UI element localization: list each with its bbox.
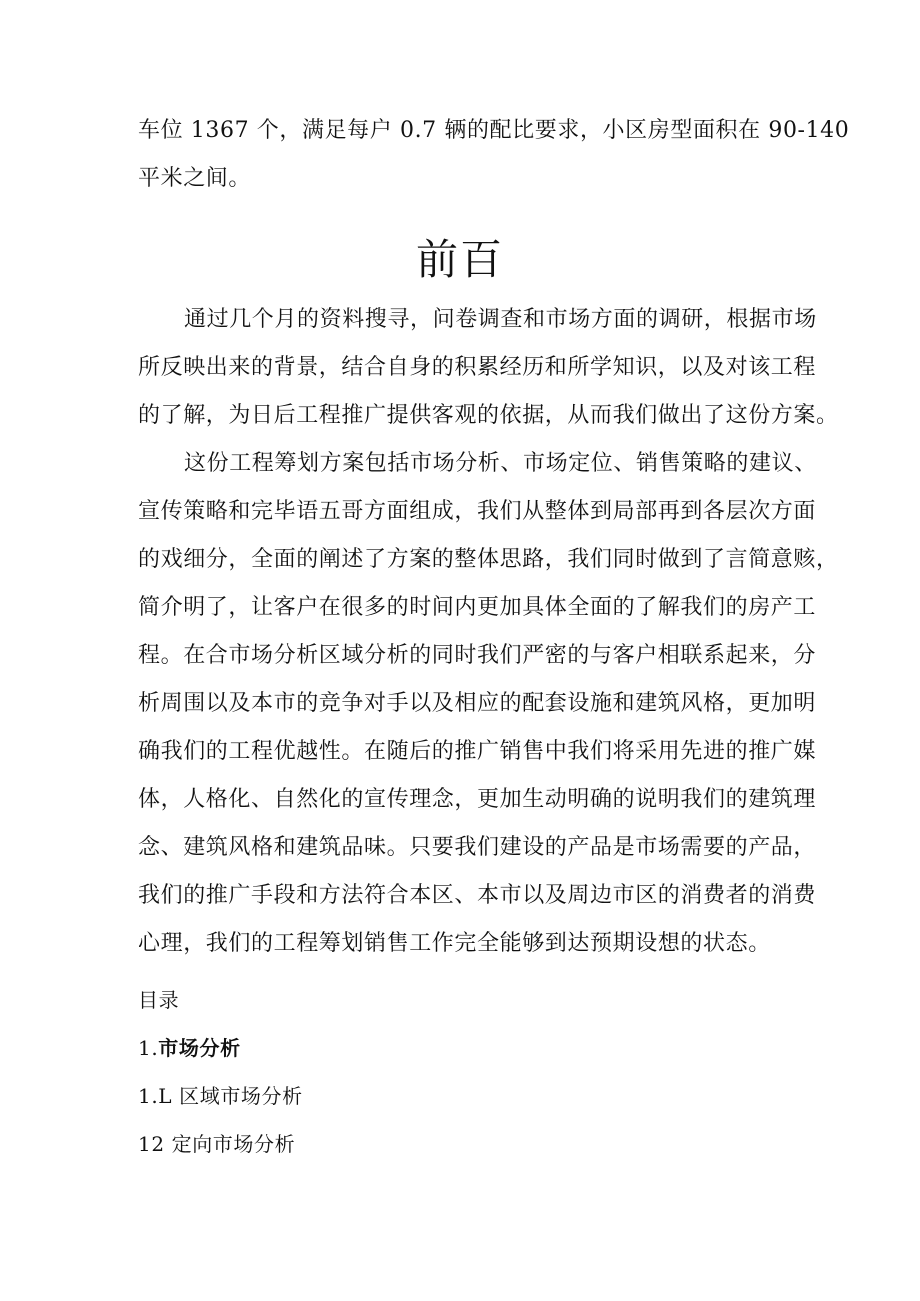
paragraph-2-line: 的戏细分，全面的阐述了方案的整体思路，我们同时做到了言简意赅， (138, 547, 839, 572)
paragraph-2-line: 程。在合市场分析区域分析的同时我们严密的与客户相联系起来，分 (138, 643, 817, 668)
paragraph-2-line: 心理，我们的工程筹划销售工作完全能够到达预期设想的状态。 (138, 931, 771, 956)
paragraph-2-line: 我们的推广手段和方法符合本区、本市以及周边市区的消费者的消费 (138, 883, 817, 908)
toc-item-1-label: 市场分析 (158, 1036, 241, 1060)
paragraph-2-line: 念、建筑风格和建筑品味。只要我们建设的产品是市场需要的产品， (138, 835, 817, 860)
toc-item-2: 1.L 区域市场分析 (138, 1084, 303, 1108)
toc-item-1-number: 1. (138, 1036, 159, 1060)
paragraph-1-line: 的了解，为日后工程推广提供客观的依据，从而我们做出了这份方案。 (138, 403, 839, 428)
paragraph-2-line: 体，人格化、自然化的宣传理念，更加生动明确的说明我们的建筑理 (138, 787, 817, 812)
paragraph-1-line: 所反映出来的背景，结合自身的积累经历和所学知识，以及对该工程 (138, 355, 817, 380)
paragraph-2-line: 宣传策略和完毕语五哥方面组成，我们从整体到局部再到各层次方面 (138, 499, 817, 524)
toc-item-3: 12 定向市场分析 (138, 1132, 296, 1156)
paragraph-2-line: 确我们的工程优越性。在随后的推广销售中我们将采用先进的推广媒 (138, 739, 817, 764)
section-heading: 前百 (415, 235, 504, 284)
toc-title: 目录 (138, 988, 180, 1012)
toc-item-1 (138, 1033, 241, 1063)
paragraph-2-line: 简介明了，让客户在很多的时间内更加具体全面的了解我们的房产工 (138, 595, 817, 620)
paragraph-2-line: 析周围以及本市的竞争对手以及相应的配套设施和建筑风格，更加明 (138, 691, 817, 716)
intro-line-2: 平米之间。 (138, 166, 252, 191)
intro-line-1: 车位 1367 个，满足每户 0.7 辆的配比要求，小区房型面积在 90-140 (138, 118, 850, 143)
paragraph-2-line: 这份工程筹划方案包括市场分析、市场定位、销售策略的建议、 (184, 451, 817, 476)
paragraph-1-line: 通过几个月的资料搜寻，问卷调查和市场方面的调研，根据市场 (184, 307, 817, 332)
